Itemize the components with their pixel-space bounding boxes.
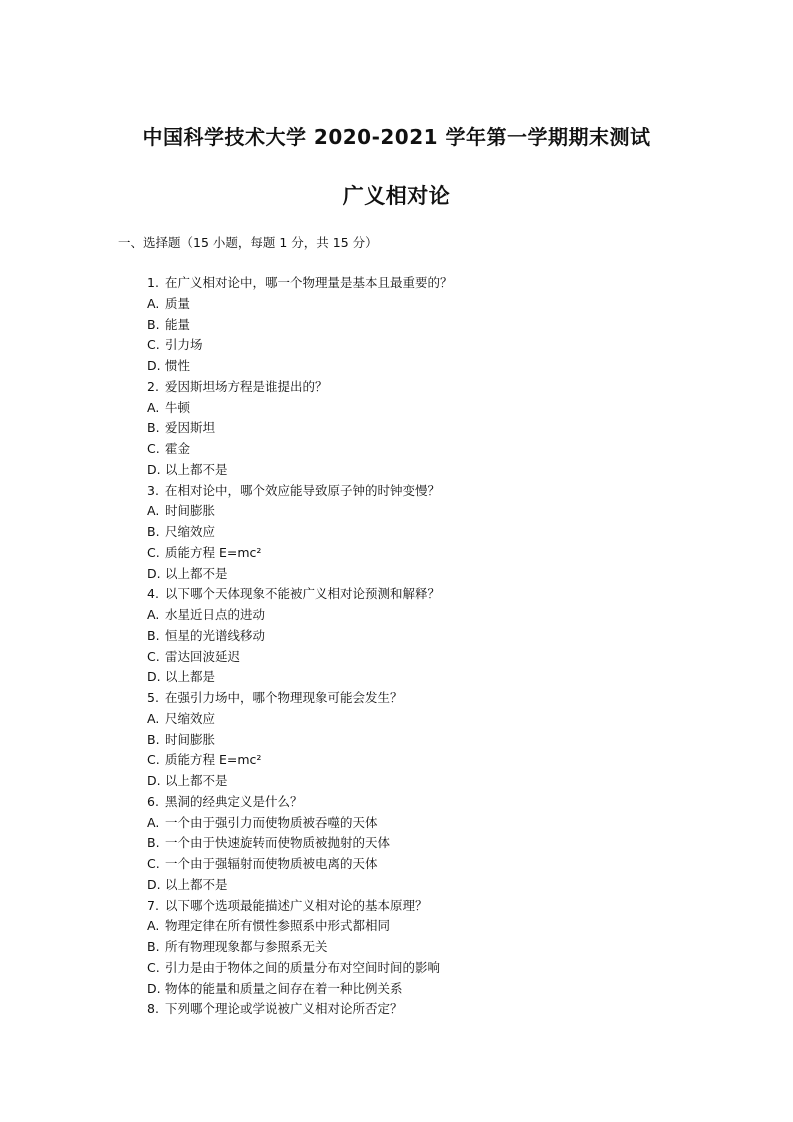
answer-option xyxy=(147,730,453,751)
question-number: 6. xyxy=(147,793,159,809)
option-label: D. xyxy=(147,358,161,373)
question-stem xyxy=(147,896,453,917)
question-text: 爱因斯坦场方程是谁提出的？ xyxy=(165,378,328,394)
answer-option xyxy=(147,398,453,419)
option-label: B. xyxy=(147,939,160,954)
answer-option xyxy=(147,335,453,356)
question-text: 在强引力场中，哪个物理现象可能会发生？ xyxy=(165,690,403,705)
option-label: D. xyxy=(147,669,161,685)
option-text: 一个由于快速旋转而使物质被抛射的天体 xyxy=(165,835,391,851)
question-stem xyxy=(147,792,453,813)
option-label: D. xyxy=(147,773,161,788)
option-label: C. xyxy=(147,648,160,664)
answer-option xyxy=(147,522,453,543)
question-text: 以下哪个天体现象不能被广义相对论预测和解释？ xyxy=(165,586,441,602)
option-text: 一个由于强辐射而使物质被电离的天体 xyxy=(165,856,378,871)
question-text: 以下哪个选项最能描述广义相对论的基本原理？ xyxy=(165,897,428,913)
option-label: C. xyxy=(147,959,160,975)
option-text: 引力是由于物体之间的质量分布对空间时间的影响 xyxy=(165,959,441,975)
question-text: 在广义相对论中，哪一个物理量是基本且最重要的？ xyxy=(165,275,453,290)
answer-option xyxy=(147,750,453,771)
option-label: A. xyxy=(147,814,160,830)
option-text: 引力场 xyxy=(165,337,203,353)
question-number: 5. xyxy=(147,690,159,705)
option-text: 时间膨胀 xyxy=(165,503,216,519)
option-text: 以上都不是 xyxy=(165,461,228,477)
answer-option xyxy=(147,605,453,626)
answer-option xyxy=(147,501,453,522)
option-text: 恒星的光谱线移动 xyxy=(165,627,266,643)
question-stem xyxy=(147,688,453,709)
option-text: 以上都不是 xyxy=(165,876,228,892)
answer-option xyxy=(147,647,453,668)
option-text: 物理定律在所有惯性参照系中形式都相同 xyxy=(165,918,391,934)
answer-option xyxy=(147,833,453,854)
option-text: 质量 xyxy=(165,295,191,311)
option-text: 所有物理现象都与参照系无关 xyxy=(165,939,328,954)
option-text: 以上都是 xyxy=(165,669,216,685)
option-label: A. xyxy=(147,503,160,519)
question-text: 黑洞的经典定义是什么？ xyxy=(165,793,303,809)
question-stem xyxy=(147,377,453,398)
answer-option xyxy=(147,564,453,585)
option-text: 惯性 xyxy=(165,358,191,373)
question-number: 4. xyxy=(147,586,159,602)
answer-option xyxy=(147,979,453,1000)
section-heading: 一、选择题（15 小题，每题 1 分，共 15 分） xyxy=(118,235,378,250)
answer-option xyxy=(147,937,453,958)
answer-option xyxy=(147,315,453,336)
answer-option xyxy=(147,543,453,564)
option-text: 能量 xyxy=(165,316,191,332)
option-label: C. xyxy=(147,752,160,768)
option-label: B. xyxy=(147,420,160,436)
option-text: 尺缩效应 xyxy=(165,524,216,539)
option-text: 水星近日点的进动 xyxy=(165,607,266,622)
question-number: 7. xyxy=(147,897,159,913)
answer-option xyxy=(147,460,453,481)
answer-option xyxy=(147,875,453,896)
option-label: B. xyxy=(147,627,160,643)
option-text: 牛顿 xyxy=(165,399,191,415)
option-text: 以上都不是 xyxy=(165,773,228,788)
question-stem xyxy=(147,481,453,502)
answer-option xyxy=(147,854,453,875)
option-label: A. xyxy=(147,710,160,726)
option-text: 质能方程 E=mc² xyxy=(165,752,262,768)
option-label: B. xyxy=(147,316,160,332)
option-label: B. xyxy=(147,731,160,747)
answer-option xyxy=(147,294,453,315)
answer-option xyxy=(147,916,453,937)
option-text: 质能方程 E=mc² xyxy=(165,544,262,560)
option-text: 物体的能量和质量之间存在着一种比例关系 xyxy=(165,980,403,996)
question-number: 2. xyxy=(147,378,159,394)
option-label: A. xyxy=(147,607,160,622)
option-label: A. xyxy=(147,918,160,934)
question-stem xyxy=(147,584,453,605)
option-label: A. xyxy=(147,399,160,415)
document-title: 中国科学技术大学 2020-2021 学年第一学期期末测试 xyxy=(142,125,651,149)
option-text: 爱因斯坦 xyxy=(165,420,216,436)
option-label: D. xyxy=(147,565,161,581)
option-label: C. xyxy=(147,544,160,560)
option-text: 雷达回波延迟 xyxy=(165,648,241,664)
answer-option xyxy=(147,626,453,647)
answer-option xyxy=(147,709,453,730)
option-label: D. xyxy=(147,461,161,477)
question-stem xyxy=(147,273,453,294)
question-text: 下列哪个理论或学说被广义相对论所否定？ xyxy=(165,1001,403,1017)
answer-option xyxy=(147,771,453,792)
option-text: 霍金 xyxy=(165,441,191,456)
question-text: 在相对论中，哪个效应能导致原子钟的时钟变慢？ xyxy=(165,482,441,498)
option-text: 时间膨胀 xyxy=(165,731,216,747)
option-label: D. xyxy=(147,980,161,996)
document-subtitle: 广义相对论 xyxy=(342,184,451,208)
answer-option xyxy=(147,439,453,460)
answer-option xyxy=(147,813,453,834)
option-text: 一个由于强引力而使物质被吞噬的天体 xyxy=(165,814,378,830)
question-number: 1. xyxy=(147,275,159,290)
option-label: A. xyxy=(147,295,160,311)
question-list xyxy=(147,273,453,1020)
option-label: D. xyxy=(147,876,161,892)
option-text: 尺缩效应 xyxy=(165,710,216,726)
option-text: 以上都不是 xyxy=(165,565,228,581)
question-number: 8. xyxy=(147,1001,159,1017)
option-label: C. xyxy=(147,337,160,353)
answer-option xyxy=(147,667,453,688)
question-number: 3. xyxy=(147,482,159,498)
option-label: B. xyxy=(147,524,160,539)
option-label: C. xyxy=(147,856,160,871)
option-label: B. xyxy=(147,835,160,851)
answer-option xyxy=(147,356,453,377)
option-label: C. xyxy=(147,441,160,456)
answer-option xyxy=(147,958,453,979)
question-stem xyxy=(147,999,453,1020)
answer-option xyxy=(147,418,453,439)
